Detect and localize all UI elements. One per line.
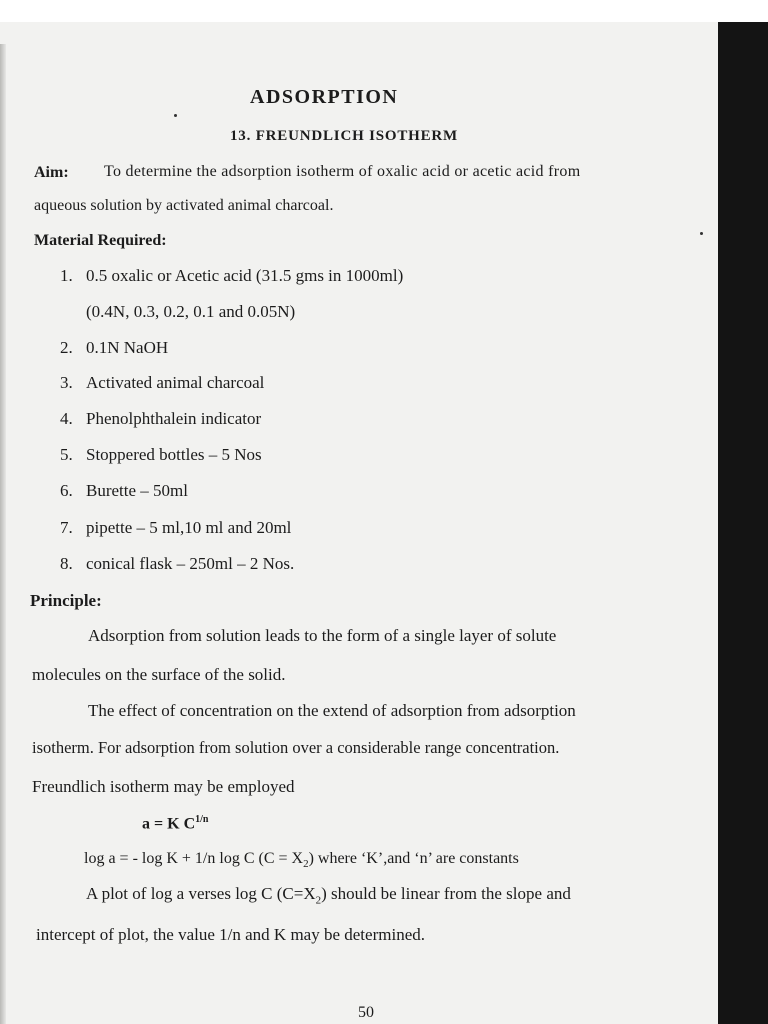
material-text: pipette – 5 ml,10 ml and 20ml [86,518,292,537]
page-title: ADSORPTION [250,86,399,108]
log-equation-subscript: 2 [303,858,309,871]
material-text: (0.4N, 0.3, 0.2, 0.1 and 0.05N) [86,302,296,321]
material-number: 8. [60,554,73,573]
principle-paragraph-1-line-1: Adsorption from solution leads to the form of a single layer of solute [88,626,557,645]
principle-paragraph-1-line-2: molecules on the surface of the solid. [32,665,286,684]
principle-paragraph-2-line-2: isotherm. For adsorption from solution over a considerable range concentration. [32,738,560,757]
equation-base: a = K C [142,815,196,833]
aim-label: Aim: [34,164,69,181]
material-number: 5. [60,445,73,464]
plot-description-line-2: intercept of plot, the value 1/n and K may be determined. [36,925,425,944]
material-text: Activated animal charcoal [86,373,265,392]
material-text: conical flask – 250ml – 2 Nos. [86,554,295,573]
material-text: Stoppered bottles – 5 Nos [86,445,262,464]
plot-text-end: ) should be linear from the slope and [321,884,571,903]
aim-text-line-1: To determine the adsorption isotherm of oxalic acid or acetic acid from [104,163,581,180]
freundlich-equation [142,814,208,833]
top-margin [0,0,768,22]
material-number: 1. [60,266,73,285]
material-text: 0.5 oxalic or Acetic acid (31.5 gms in 1000ml) [86,266,404,285]
plot-description-line-1 [86,884,571,906]
log-equation-end: ) where ‘K’,and ‘n’ are constants [308,850,519,867]
plot-text-subscript: 2 [315,894,322,907]
experiment-title: 13. FREUNDLICH ISOTHERM [230,128,459,144]
materials-heading: Material Required: [34,232,167,249]
speck [700,232,703,235]
log-equation-start: log a = - log K + 1/n log C (C = X [84,850,304,867]
log-form-equation [84,850,519,870]
speck [174,114,177,117]
principle-paragraph-2-line-3: Freundlich isotherm may be employed [32,777,295,796]
material-text: Phenolphthalein indicator [86,409,262,428]
material-number: 2. [60,338,73,357]
principle-paragraph-2-line-1: The effect of concentration on the extend of adsorption from adsorption [88,701,576,720]
material-number: 4. [60,409,73,428]
page-number: 50 [358,1004,374,1021]
page-left-edge [0,44,6,1024]
principle-heading: Principle: [30,591,102,610]
material-number: 7. [60,518,73,537]
material-text: Burette – 50ml [86,481,188,500]
material-number: 6. [60,481,73,500]
equation-exponent: 1/n [195,814,209,825]
plot-text-start: A plot of log a verses log C (C=X [86,884,316,903]
material-text: 0.1N NaOH [86,338,169,357]
page-shadow-edge [718,22,768,1024]
material-number: 3. [60,373,73,392]
aim-text-line-2: aqueous solution by activated animal charcoal. [34,197,334,214]
document-page [0,22,722,1024]
